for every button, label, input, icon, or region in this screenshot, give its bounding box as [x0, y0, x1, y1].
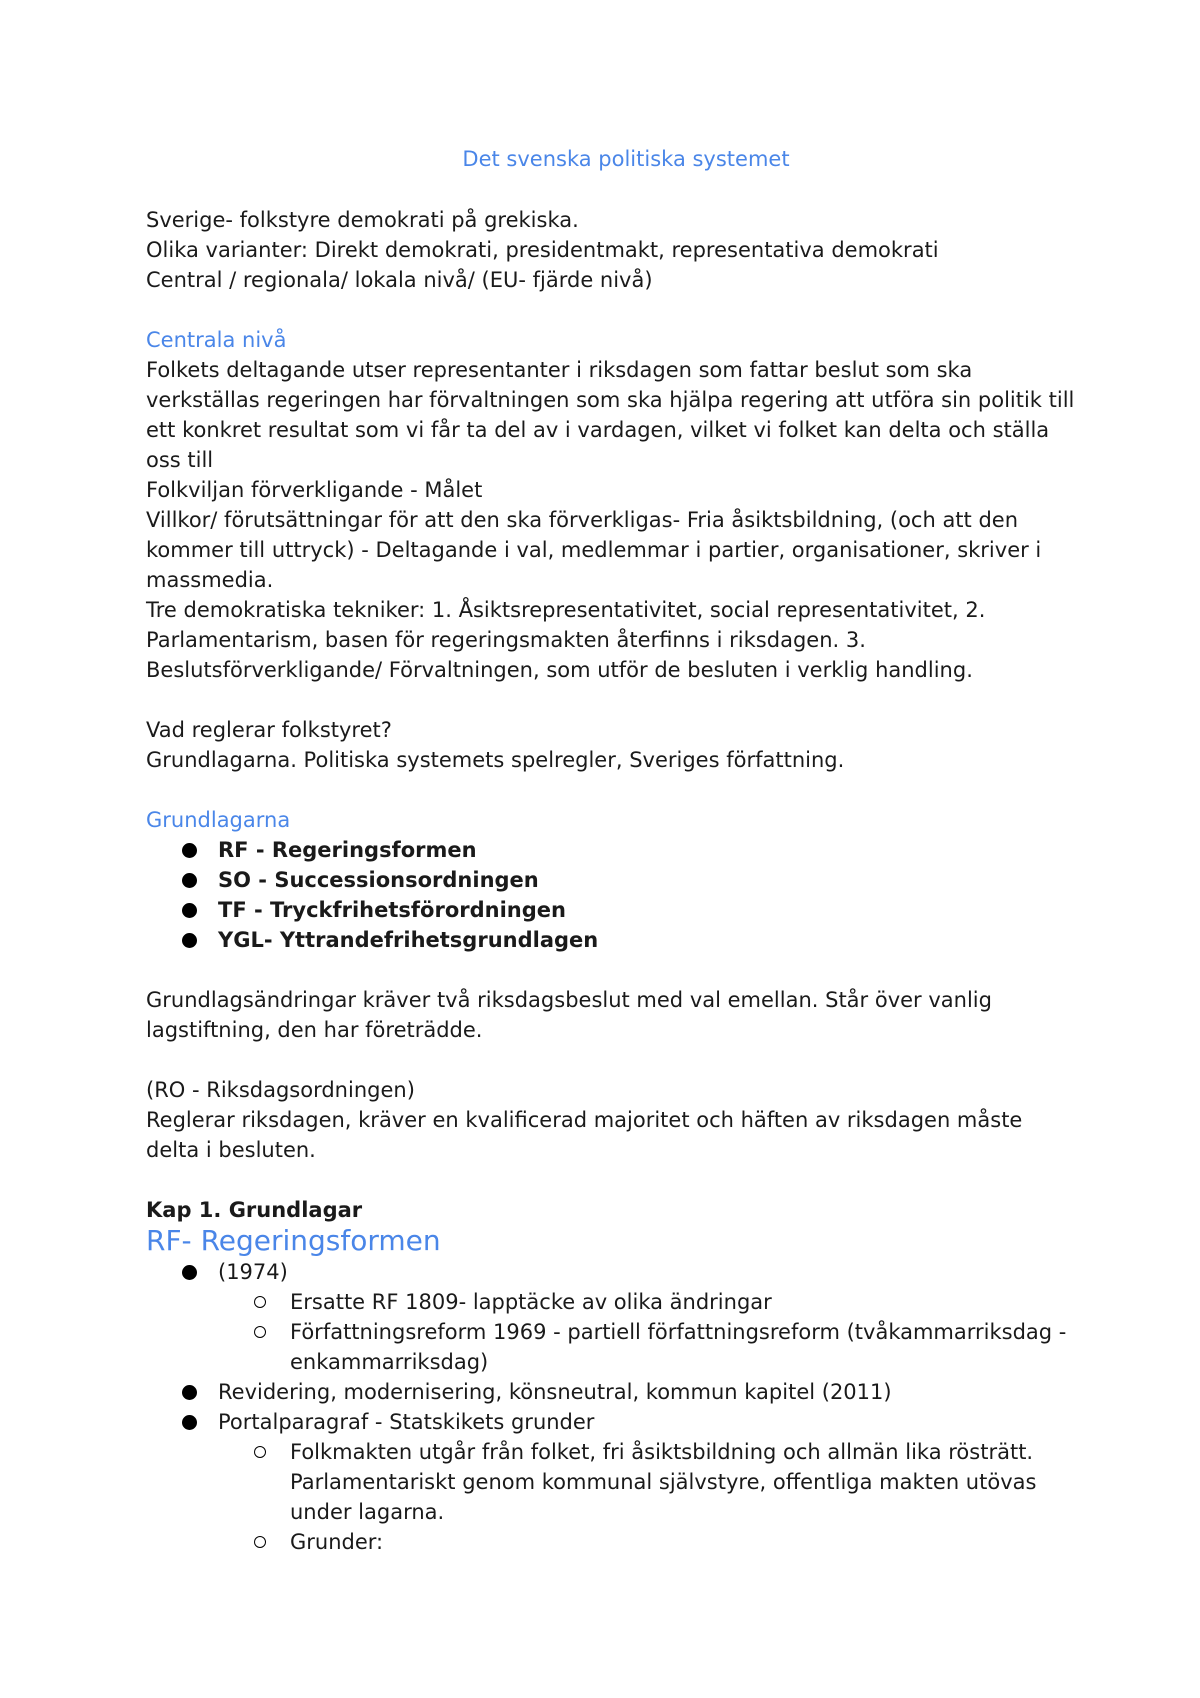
- question: Vad reglerar folkstyret?: [146, 718, 392, 742]
- section-heading: Grundlagarna: [146, 808, 291, 832]
- rf-list: [146, 1257, 1076, 1557]
- list-item-text: YGL- Yttrandefrihetsgrundlagen: [218, 928, 599, 952]
- sub-list-item-text: Folkmakten utgår från folket, fri åsiktsbildning och allmän lika rösträtt. Parlamentariskt genom kommunal självstyre, offentliga makten utövas under lagarna.: [290, 1440, 1037, 1524]
- paragraph: Folkviljan förverkligande - Målet: [146, 478, 483, 502]
- bullet-icon: [182, 933, 197, 948]
- chapter-heading: Kap 1. Grundlagar: [146, 1198, 363, 1222]
- sub-list-item-text: Författningsreform 1969 - partiell författningsreform (tvåkammarriksdag - enkammarriksdag): [290, 1320, 1067, 1374]
- ro-section: [146, 1075, 1076, 1165]
- circle-bullet-icon: [254, 1536, 266, 1548]
- sub-list-item: [254, 1437, 1076, 1527]
- sub-list: [218, 1437, 1076, 1557]
- list-item-text: SO - Successionsordningen: [218, 868, 539, 892]
- paragraph: Villkor/ förutsättningar för att den ska förverkligas- Fria åsiktsbildning, (och att den kommer till uttryck) - Deltagande i val, medlemmar i partier, organisationer, skriver i massmedia.: [146, 508, 1042, 592]
- intro-line: Central / regionala/ lokala nivå/ (EU- fjärde nivå): [146, 268, 653, 292]
- sub-list-item-text: Grunder:: [290, 1530, 384, 1554]
- section-heading: Centrala nivå: [146, 328, 287, 352]
- sub-list-item: [254, 1287, 1076, 1317]
- sub-list-item: [254, 1527, 1076, 1557]
- list-item-text: Portalparagraf - Statskikets grunder: [218, 1410, 595, 1434]
- list-item: [182, 925, 1076, 955]
- list-item: [182, 1257, 1076, 1377]
- rf-heading: RF- Regeringsformen: [146, 1224, 441, 1257]
- circle-bullet-icon: [254, 1446, 266, 1458]
- sub-list: [218, 1287, 1076, 1377]
- list-item-text: RF - Regeringsformen: [218, 838, 477, 862]
- sub-list-item-text: Ersatte RF 1809- lapptäcke av olika ändringar: [290, 1290, 772, 1314]
- list-item: [182, 1377, 1076, 1407]
- list-item-text: Revidering, modernisering, könsneutral, kommun kapitel (2011): [218, 1380, 892, 1404]
- kap-section: [146, 1195, 1076, 1557]
- sub-list-item: [254, 1317, 1076, 1377]
- circle-bullet-icon: [254, 1296, 266, 1308]
- centrala-section: [146, 325, 1076, 685]
- intro-line: Olika varianter: Direkt demokrati, presidentmakt, representativa demokrati: [146, 238, 939, 262]
- list-item: [182, 865, 1076, 895]
- bullet-icon: [182, 873, 197, 888]
- list-item-text: TF - Tryckfrihetsförordningen: [218, 898, 566, 922]
- circle-bullet-icon: [254, 1326, 266, 1338]
- reglerar-section: [146, 715, 1076, 775]
- bullet-icon: [182, 843, 197, 858]
- paragraph: Reglerar riksdagen, kräver en kvalificerad majoritet och häften av riksdagen måste delta i besluten.: [146, 1108, 1023, 1162]
- ro-title: (RO - Riksdagsordningen): [146, 1078, 415, 1102]
- paragraph: Grundlagsändringar kräver två riksdagsbeslut med val emellan. Står över vanlig lagstiftning, den har företrädde.: [146, 988, 992, 1042]
- paragraph: Folkets deltagande utser representanter i riksdagen som fattar beslut som ska verkställas regeringen har förvaltningen som ska hjälpa regering att utföra sin politik till ett konkret resultat som vi får ta del av i vardagen, vilket vi folket kan delta och ställa oss till: [146, 358, 1075, 472]
- bullet-icon: [182, 1415, 197, 1430]
- list-item: [182, 895, 1076, 925]
- paragraph: Tre demokratiska tekniker: 1. Åsiktsrepresentativitet, social representativitet, 2. Parlamentarism, basen för regeringsmakten återfinns i riksdagen. 3. Beslutsförverkligande/ Förvaltningen, som utför de besluten i verklig handling.: [146, 598, 986, 682]
- bullet-icon: [182, 1385, 197, 1400]
- list-item: [182, 1407, 1076, 1557]
- bullet-icon: [182, 903, 197, 918]
- bullet-icon: [182, 1265, 197, 1280]
- list-item-text: (1974): [218, 1260, 288, 1284]
- grundlagarna-section: [146, 805, 1076, 1045]
- intro-section: [146, 205, 1076, 295]
- intro-line: Sverige- folkstyre demokrati på grekiska.: [146, 208, 579, 232]
- grundlagar-list: [146, 835, 1076, 955]
- answer: Grundlagarna. Politiska systemets spelregler, Sveriges författning.: [146, 748, 845, 772]
- document-page: [146, 144, 1076, 1557]
- document-title: Det svenska politiska systemet: [462, 147, 790, 171]
- list-item: [182, 835, 1076, 865]
